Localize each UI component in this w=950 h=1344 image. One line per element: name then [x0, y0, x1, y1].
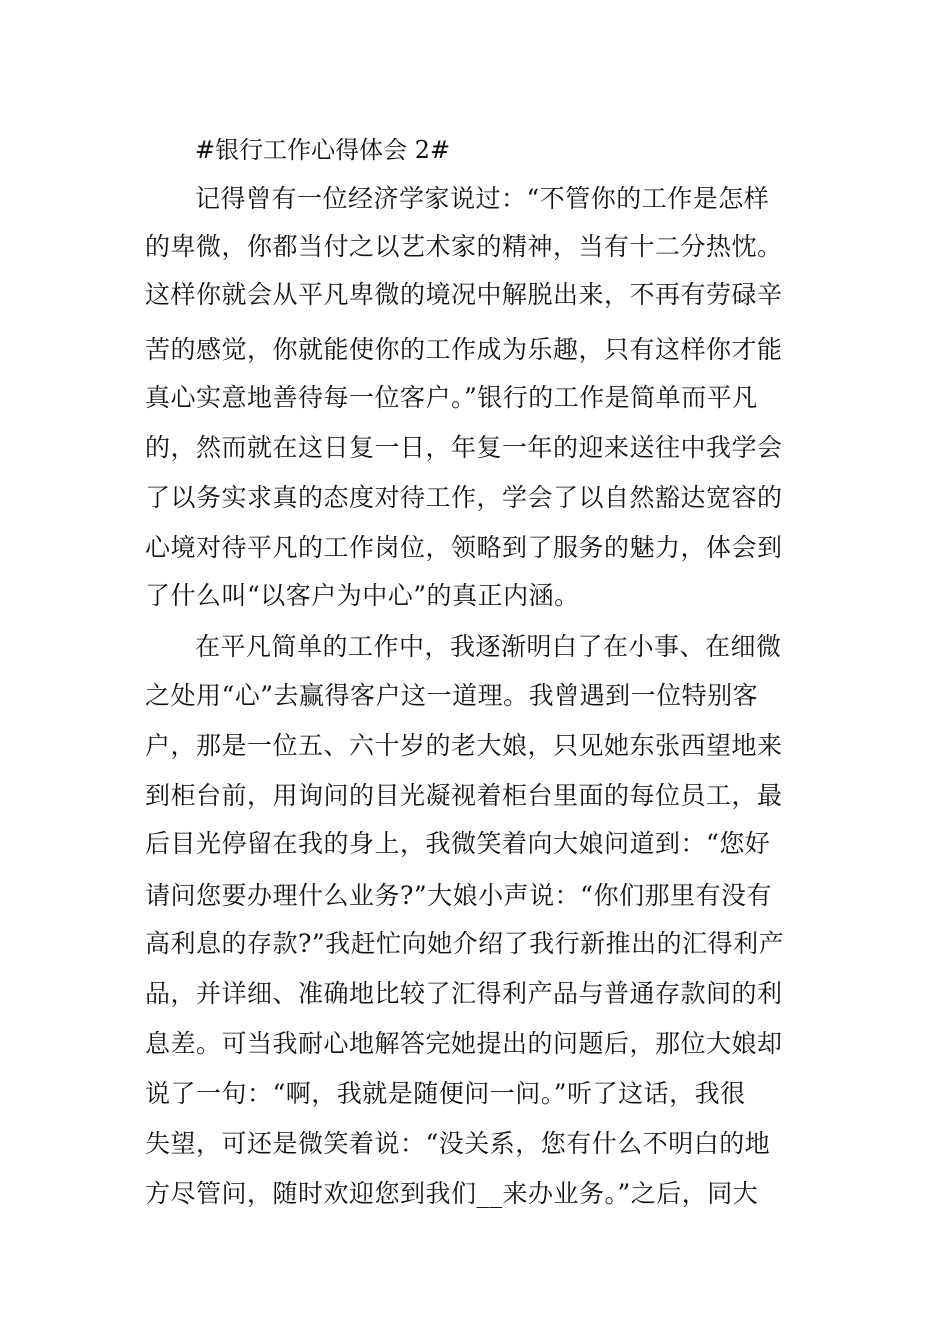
paragraph-line: 品，并详细、准确地比较了汇得利产品与普通存款间的利: [145, 979, 783, 1008]
paragraph-line: 方尽管问，随时欢迎您到我们__来办业务。”之后，同大: [145, 1179, 759, 1208]
paragraph-line: 到柜台前，用询问的目光凝视着柜台里面的每位员工，最: [145, 781, 783, 810]
document-title: #银行工作心得体会 2#: [195, 136, 451, 164]
paragraph-line: 苦的感觉，你就能使你的工作成为乐趣，只有这样你才能: [145, 335, 783, 364]
paragraph-line: 失望，可还是微笑着说：“没关系，您有什么不明白的地: [145, 1129, 771, 1158]
paragraph-line: 户，那是一位五、六十岁的老大娘，只见她东张西望地来: [145, 731, 783, 760]
paragraph-line: 后目光停留在我的身上，我微笑着向大娘问道到：“您好: [145, 829, 771, 858]
paragraph-line: 高利息的存款?”我赶忙向她介绍了我行新推出的汇得利产: [145, 929, 785, 958]
paragraph-line: 了什么叫“以客户为中心”的真正内涵。: [145, 581, 580, 610]
paragraph-line: 息差。可当我耐心地解答完她提出的问题后，那位大娘却: [145, 1029, 783, 1058]
paragraph-line: 之处用“心”去赢得客户这一道理。我曾遇到一位特别客: [145, 681, 759, 710]
paragraph-line: 说了一句：“啊，我就是随便问一问。”听了这话，我很: [145, 1079, 746, 1108]
paragraph-line: 了以务实求真的态度对待工作，学会了以自然豁达宽容的: [145, 483, 783, 512]
paragraph-line: 的卑微，你都当付之以艺术家的精神，当有十二分热忱。: [145, 232, 783, 261]
paragraph-line: 真心实意地善待每一位客户。”银行的工作是简单而平凡: [145, 383, 758, 412]
paragraph-line: 心境对待平凡的工作岗位，领略到了服务的魅力，体会到: [145, 533, 783, 562]
paragraph-line: 在平凡简单的工作中，我逐渐明白了在小事、在细微: [195, 632, 782, 661]
paragraph-line: 这样你就会从平凡卑微的境况中解脱出来，不再有劳碌辛: [145, 280, 783, 309]
paragraph-line: 记得曾有一位经济学家说过：“不管你的工作是怎样: [195, 184, 770, 213]
paragraph-line: 的，然而就在这日复一日，年复一年的迎来送往中我学会: [145, 433, 783, 462]
paragraph-line: 请问您要办理什么业务?”大娘小声说：“你们那里有没有: [145, 881, 772, 910]
